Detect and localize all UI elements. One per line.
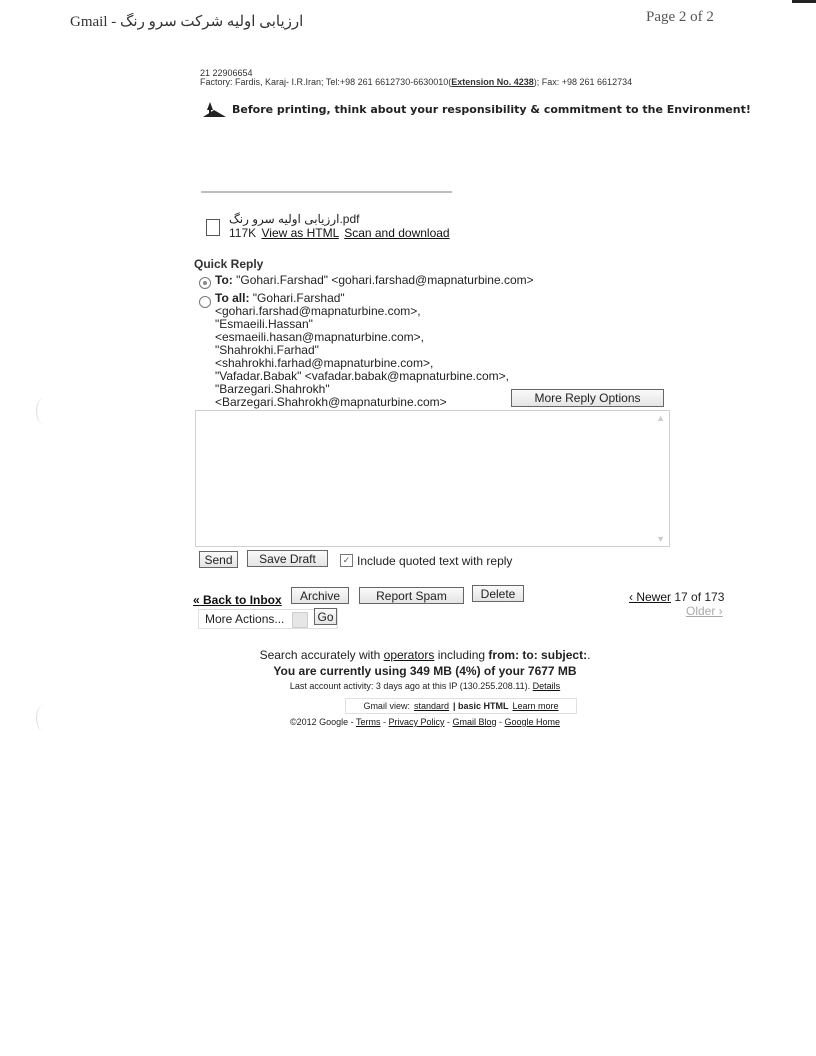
to-all-line: "Gohari.Farshad"	[252, 291, 345, 305]
gmail-view-box	[345, 698, 577, 714]
more-actions-value: More Actions...	[205, 612, 285, 626]
attachment-name: ارزیابی اولیه سرو رنگ.pdf	[229, 212, 360, 226]
reply-to-label	[215, 273, 534, 287]
privacy-policy-link[interactable]: Privacy Policy	[388, 717, 445, 727]
to-all-label: To all:	[215, 291, 250, 305]
tree-icon	[200, 100, 228, 118]
extension-number: Extension No. 4238	[451, 77, 534, 87]
storage-usage: You are currently using 349 MB (4%) of your 7677 MB	[273, 664, 577, 678]
gmail-blog-link[interactable]: Gmail Blog	[452, 717, 497, 727]
operators-link[interactable]: operators	[383, 648, 435, 662]
to-all-line: <shahrokhi.farhad@mapnaturbine.com>,	[215, 356, 434, 370]
message-position: 17 of 173	[674, 590, 725, 604]
pdf-file-icon	[206, 219, 220, 236]
pagination	[629, 590, 724, 604]
go-button[interactable]: Go	[314, 608, 337, 625]
to-all-line: "Barzegari.Shahrokh"	[215, 382, 330, 396]
reply-to-all-label	[215, 292, 509, 409]
to-all-line: <gohari.farshad@mapnaturbine.com>,	[215, 304, 421, 318]
to-all-line: <esmaeili.hasan@mapnaturbine.com>,	[215, 330, 424, 344]
scroll-up-icon[interactable]: ▲	[656, 413, 665, 423]
details-link[interactable]: Details	[532, 681, 561, 691]
include-quoted-label: Include quoted text with reply	[357, 554, 513, 568]
punch-hole-mark	[36, 705, 51, 731]
more-reply-options-button[interactable]: More Reply Options	[511, 389, 664, 407]
last-activity-text: Last account activity: 3 days ago at this IP (130.255.208.11).	[289, 681, 531, 691]
newer-link[interactable]: ‹ Newer	[629, 590, 672, 604]
gmail-view-label: Gmail view:	[363, 701, 410, 711]
reply-textarea[interactable]	[195, 410, 670, 547]
search-tip-mid: including	[437, 648, 486, 662]
quick-reply-title: Quick Reply	[194, 257, 264, 271]
older-link[interactable]: Older ›	[686, 604, 723, 618]
reply-to-all-radio[interactable]	[199, 296, 211, 308]
reply-to-radio[interactable]	[199, 277, 211, 289]
print-page-number: Page 2 of 2	[646, 9, 714, 25]
factory-text: Factory: Fardis, Karaj- I.R.Iran; Tel:+98 261 6612730-6630010(	[200, 77, 452, 87]
account-activity	[200, 681, 650, 691]
to-label: To:	[215, 273, 233, 287]
print-header-title: Gmail - ارزیابی اولیه شرکت سرو رنگ	[70, 14, 304, 30]
environment-note	[200, 100, 751, 118]
signature-factory	[200, 77, 632, 87]
standard-view-link[interactable]: standard	[413, 701, 449, 711]
terms-link[interactable]: Terms	[355, 717, 381, 727]
select-dropdown-icon[interactable]	[292, 612, 308, 628]
report-spam-button[interactable]: Report Spam	[359, 587, 464, 604]
signature-phone: 21 22906654	[200, 68, 253, 78]
basic-html-label: | basic HTML	[452, 701, 509, 711]
attachment-meta	[229, 226, 450, 240]
learn-more-link[interactable]: Learn more	[512, 701, 559, 711]
search-keywords: from: to: subject:	[488, 648, 588, 662]
to-all-line: <Barzegari.Shahrokh@mapnaturbine.com>	[215, 395, 447, 409]
attachment-divider	[201, 191, 452, 193]
to-all-line: "Vafadar.Babak" <vafadar.babak@mapnaturbine.com>,	[215, 369, 509, 383]
delete-button[interactable]: Delete	[472, 585, 524, 602]
archive-button[interactable]: Archive	[291, 587, 349, 604]
back-to-inbox-link[interactable]: « Back to Inbox	[193, 593, 282, 607]
to-value: "Gohari.Farshad" <gohari.farshad@mapnaturbine.com>	[236, 273, 534, 287]
scan-and-download-link[interactable]: Scan and download	[344, 226, 450, 240]
to-all-line: "Shahrokhi.Farhad"	[215, 343, 319, 357]
view-as-html-link[interactable]: View as HTML	[261, 226, 339, 240]
fax-text: ); Fax: +98 261 6612734	[533, 77, 633, 87]
environment-text: Before printing, think about your responsibility & commitment to the Environment!	[232, 102, 751, 116]
attachment-size: 117K	[229, 226, 257, 240]
search-tip: Search accurately with operators including from: to: subject:.	[259, 648, 591, 662]
punch-hole-mark	[36, 398, 51, 424]
include-quoted-checkbox[interactable]: ✓	[340, 554, 353, 567]
save-draft-button[interactable]: Save Draft	[247, 550, 328, 567]
google-home-link[interactable]: Google Home	[504, 717, 561, 727]
send-button[interactable]: Send	[199, 551, 238, 568]
search-tip-prefix: Search accurately with	[259, 648, 381, 662]
copyright-line: ©2012 Google - Terms - Privacy Policy - Gmail Blog - Google Home	[289, 717, 561, 727]
scroll-down-icon[interactable]: ▼	[656, 534, 665, 544]
scan-edge-mark	[792, 0, 816, 3]
to-all-line: "Esmaeili.Hassan"	[215, 317, 313, 331]
copyright-text: ©2012 Google -	[289, 717, 354, 727]
